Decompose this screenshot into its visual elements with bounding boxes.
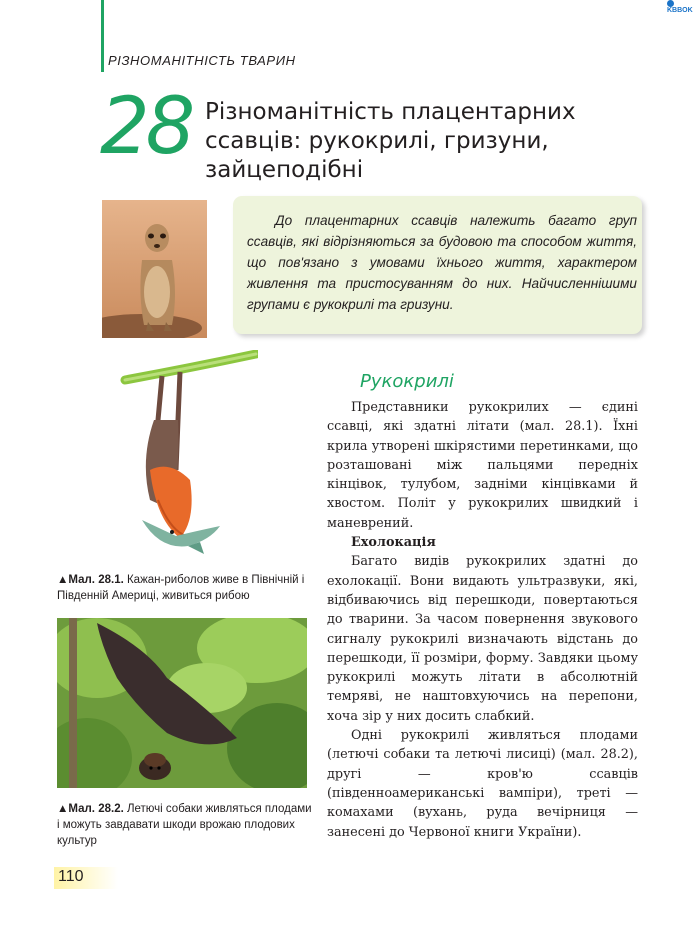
caption-label: Мал. 28.2. bbox=[68, 803, 124, 815]
caption-label: Мал. 28.1. bbox=[68, 574, 124, 586]
meerkat-photo bbox=[102, 200, 207, 338]
caption-text: Летючі собаки живляться плодами і можуть завдавати шкоди врожаю плодових культур bbox=[57, 803, 312, 847]
body-text bbox=[327, 398, 638, 842]
figure-caption-1: ▲Мал. 28.1. Кажан-риболов живе в Північній і Південній Америці, живиться рибою bbox=[57, 574, 305, 602]
title-line: Різноманітність плацентарних bbox=[205, 99, 576, 125]
logo-text: KBBOK bbox=[667, 7, 693, 15]
figure-caption-2: ▲Мал. 28.2. Летючі собаки живляться плодами і можуть завдавати шкоди врожаю плодових культур bbox=[57, 803, 312, 847]
body-paragraph: Багато видів рукокрилих здатні до ехолокації. Вони видають ультразвуки, які, відбиваючись від перешкоди, повертаються до тварини. За часом повернення звукового сигналу рукокрилі визначають відстань до перешкоди, її розміри, форму. Завдяки цьому рукокрилі можуть літати в абсолютній темряві, не наштовхуючись на перепони, хоча зір у них досить слабкий. bbox=[327, 554, 638, 724]
logo-icon bbox=[667, 0, 674, 7]
caption-text: Кажан-риболов живе в Північній і Південній Америці, живиться рибою bbox=[57, 574, 305, 602]
section-divider-line bbox=[101, 0, 104, 72]
title-line: ссавців: рукокрилі, гризуни, bbox=[205, 128, 549, 154]
fishing-bat-illustration bbox=[120, 350, 258, 560]
body-paragraph: Одні рукокрилі живляться плодами (летючі собаки та летючі лисиці) (мал. 28.2), другі — кров'ю ссавців (південноамериканські вампіри), треті — комахами (вухань, руда вечірниця — занесені до Червоної книги України). bbox=[327, 728, 638, 840]
body-paragraph: Представники рукокрилих — єдині ссавці, які здатні літати (мал. 28.1). Їхні крила утворені шкірястими перетинками, що розташовані між пальцями передніх кінцівок, тулубом, задніми кінцівками й хвостом. Політ у рукокрилих швидкий і маневрений. bbox=[327, 400, 638, 531]
section-heading: Рукокрилі bbox=[360, 371, 454, 392]
page-number: 110 bbox=[58, 868, 84, 885]
intro-box bbox=[233, 196, 642, 334]
flying-fox-photo bbox=[57, 618, 307, 788]
intro-text: До плацентарних ссавців належить багато груп ссавців, які відрізняються за будовою та способом життя, що пов'язано з умовами їхнього життя, характером живлення та пристосуванням до них. Найчисленнішими групами є рукокрилі та гризуни. bbox=[247, 213, 637, 312]
title-line: зайцеподібні bbox=[205, 157, 364, 183]
section-title: РІЗНОМАНІТНІСТЬ ТВАРИН bbox=[108, 53, 296, 68]
paragraph-number: 28 bbox=[100, 82, 192, 172]
page-title bbox=[205, 98, 655, 185]
page-number-bar bbox=[54, 867, 118, 889]
publisher-logo bbox=[667, 0, 700, 14]
subheading: Ехолокація bbox=[351, 535, 436, 551]
